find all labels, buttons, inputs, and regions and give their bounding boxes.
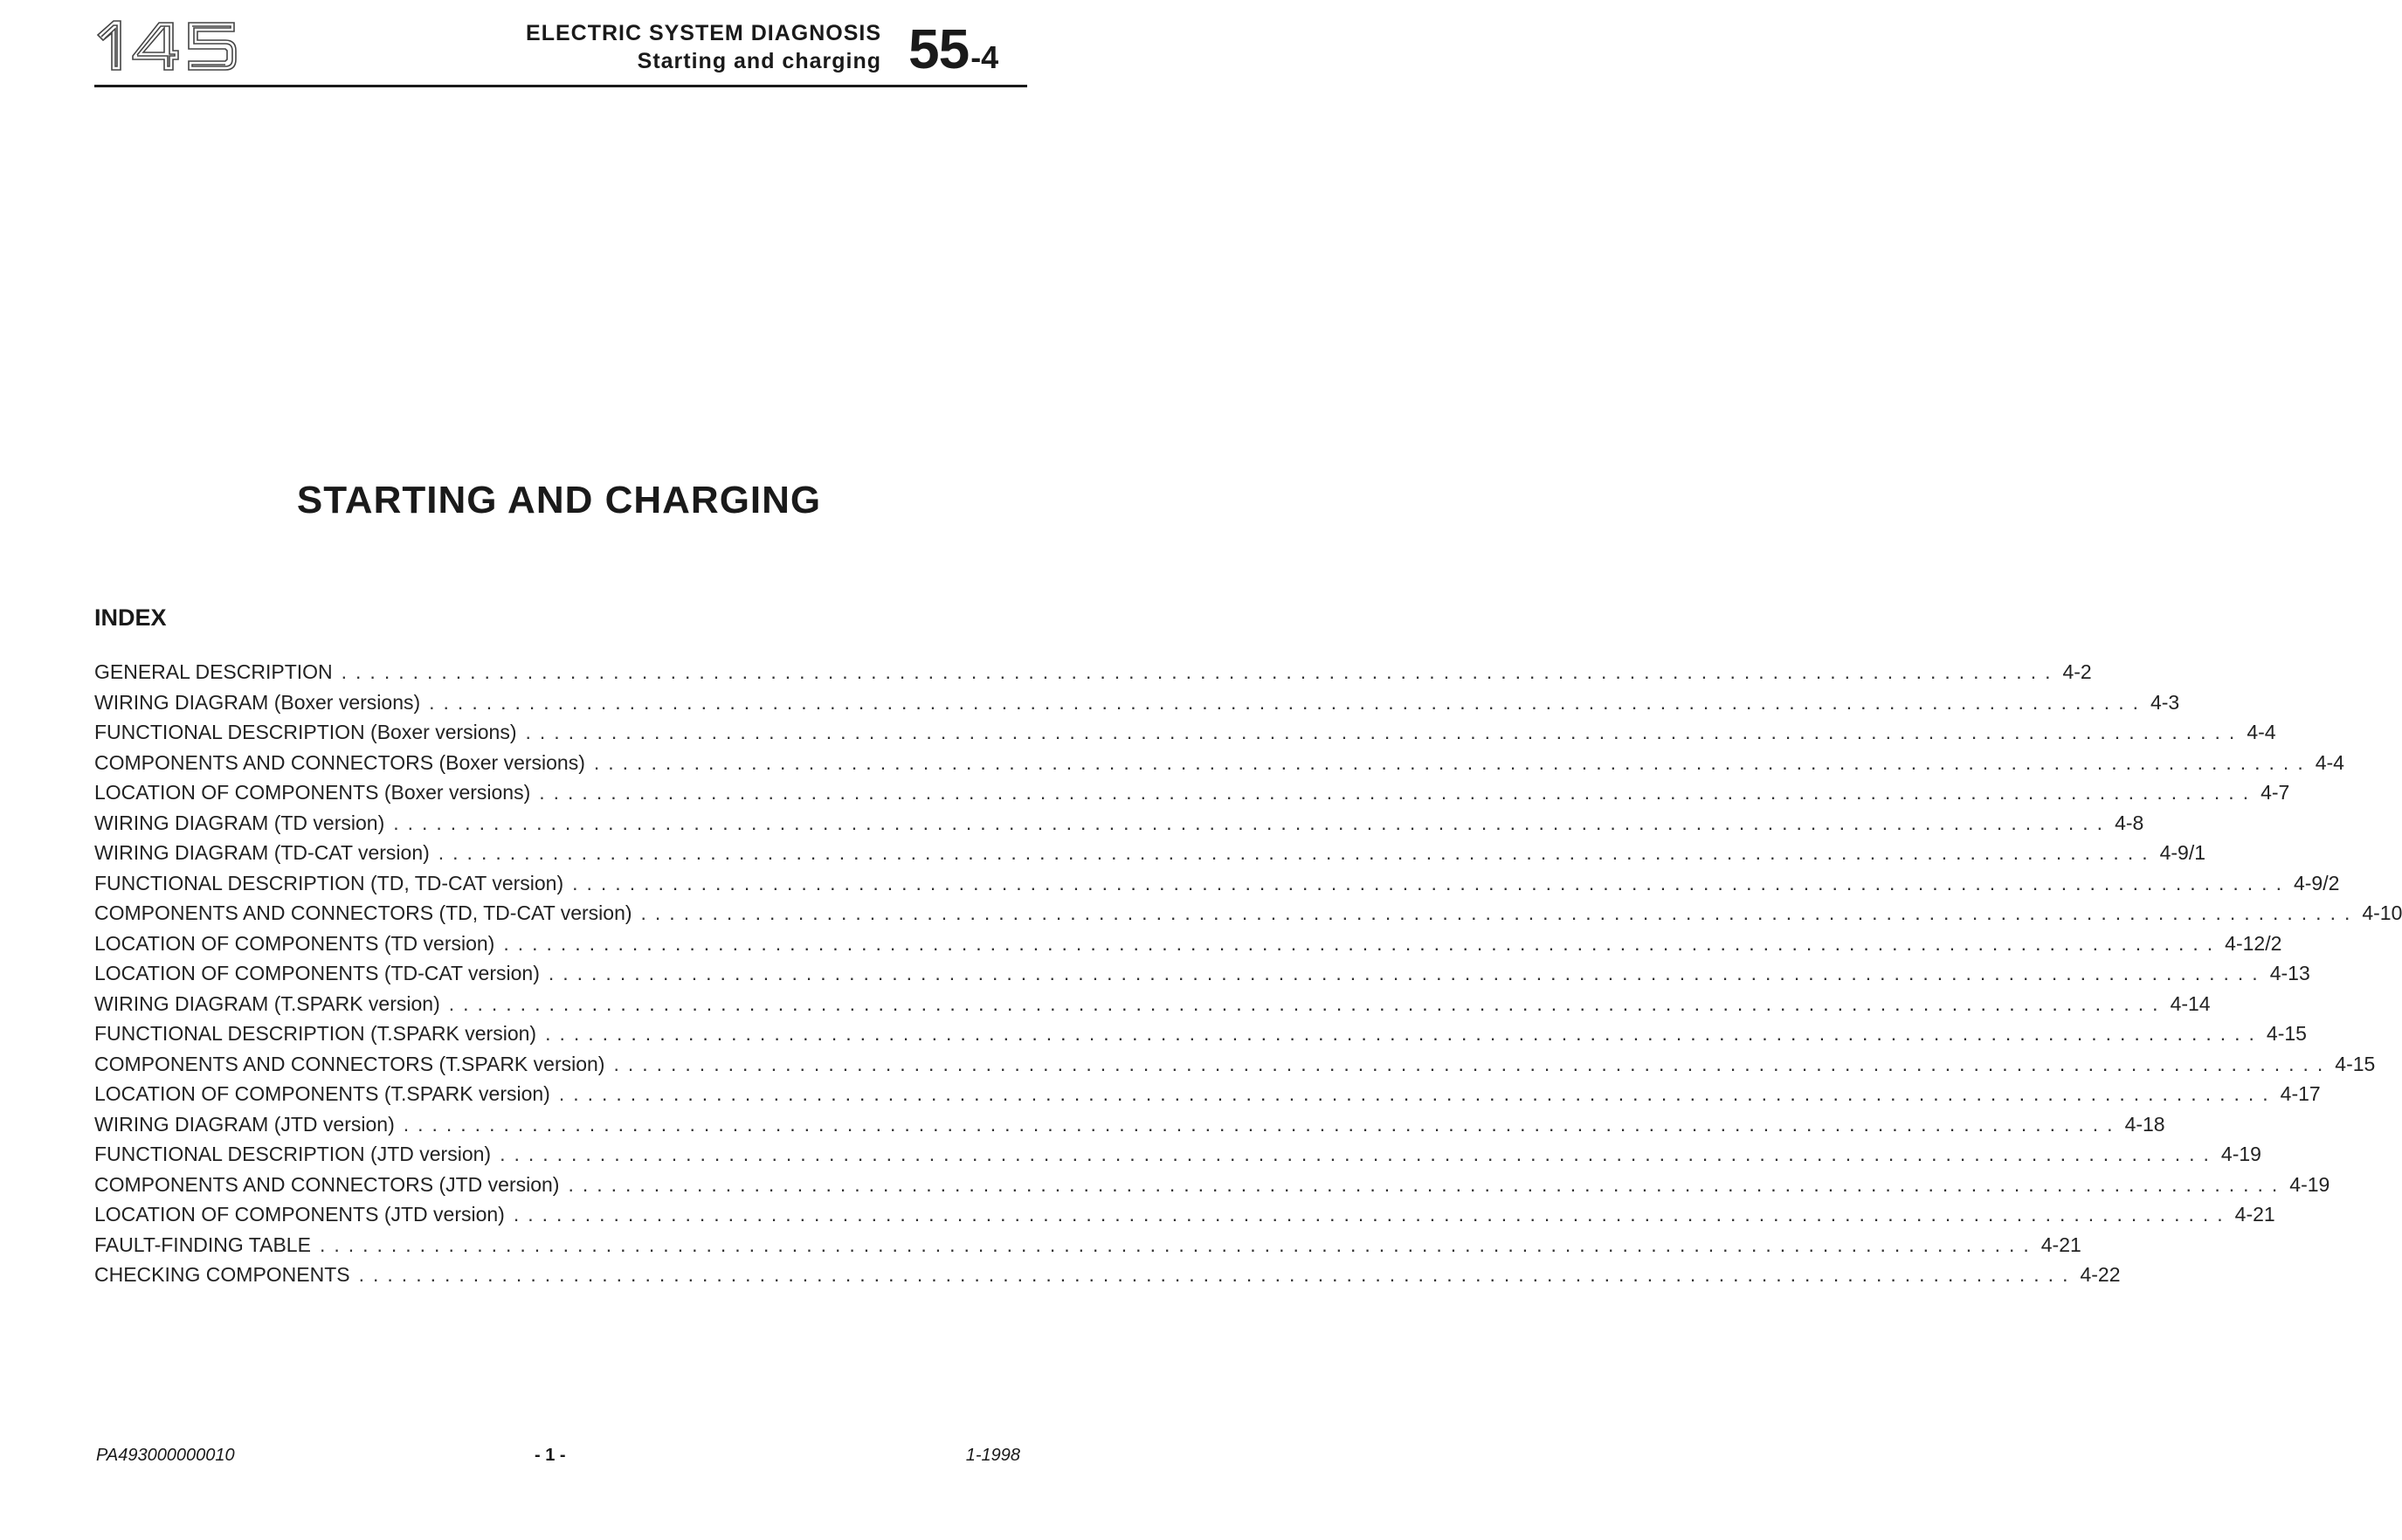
index-entry-label: FUNCTIONAL DESCRIPTION (JTD version)	[94, 1143, 492, 1165]
index-entry	[94, 1143, 2261, 1173]
dot-leader: ........................................................................................................................	[319, 1233, 2038, 1256]
page-number: - 1 -	[535, 1446, 566, 1465]
index-entry-page: 4-19	[2220, 1143, 2261, 1165]
index-entry-page: 4-14	[2170, 991, 2211, 1015]
index-entry-label: FUNCTIONAL DESCRIPTION (TD, TD-CAT version)	[94, 871, 564, 894]
revision-date: 1-1998	[965, 1446, 1020, 1465]
header-rule	[94, 85, 1027, 87]
dot-leader: ........................................................................................................................	[448, 991, 2167, 1015]
dot-leader: ........................................................................................................................	[539, 781, 2258, 804]
section-minor: -4	[970, 39, 999, 75]
dot-leader: ........................................................................................................................	[548, 962, 2267, 984]
index-entry-page: 4-17	[2280, 1082, 2321, 1105]
dot-leader: ........................................................................................................................	[545, 1022, 2263, 1045]
dot-leader: ........................................................................................................................	[403, 1112, 2122, 1136]
dot-leader: ........................................................................................................................	[568, 1172, 2287, 1196]
index-entry	[94, 1112, 2165, 1143]
index-entry-page: 4-15	[2335, 1052, 2376, 1075]
index-entry-page: 4-18	[2124, 1112, 2165, 1136]
dot-leader: ........................................................................................................................	[613, 1052, 2332, 1075]
index-entry-label: COMPONENTS AND CONNECTORS (Boxer versions)	[94, 750, 585, 774]
index-entry	[94, 811, 2144, 842]
index-entry-page: 4-13	[2269, 962, 2310, 984]
dot-leader: ........................................................................................................................	[341, 660, 2060, 683]
index-entry-label: LOCATION OF COMPONENTS (TD version)	[94, 931, 495, 955]
index-entry-label: WIRING DIAGRAM (Boxer versions)	[94, 690, 421, 714]
index-entry-page: 4-21	[2234, 1203, 2275, 1226]
index-entry	[94, 1233, 2081, 1264]
dot-leader: ........................................................................................................................	[500, 1143, 2218, 1165]
index-heading: INDEX	[94, 604, 167, 631]
index-entry-page: 4-4	[2247, 721, 2276, 743]
header-subcategory: Starting and charging	[637, 49, 881, 73]
index-entry-label: COMPONENTS AND CONNECTORS (T.SPARK version)	[94, 1052, 605, 1075]
dot-leader: ........................................................................................................................	[429, 690, 2147, 714]
index-entry	[94, 781, 2290, 811]
index-entry-label: GENERAL DESCRIPTION	[94, 660, 333, 683]
header-category: ELECTRIC SYSTEM DIAGNOSIS	[526, 21, 881, 45]
index-entry	[94, 841, 2206, 872]
dot-leader: ........................................................................................................................	[513, 1203, 2232, 1226]
header-titles	[526, 19, 881, 75]
index-entry-page: 4-4	[2315, 750, 2344, 774]
index-entry	[94, 660, 2092, 691]
dot-leader: ........................................................................................................................	[558, 1082, 2277, 1105]
index-entry	[94, 901, 2402, 932]
index-entry	[94, 1172, 2330, 1204]
index-entry-label: LOCATION OF COMPONENTS (Boxer versions)	[94, 781, 531, 804]
index-entry-label: CHECKING COMPONENTS	[94, 1263, 350, 1286]
index-entry-label: FUNCTIONAL DESCRIPTION (T.SPARK version)	[94, 1022, 537, 1045]
index-entry-label: COMPONENTS AND CONNECTORS (TD, TD-CAT version)	[94, 901, 632, 924]
dot-leader: ........................................................................................................................	[503, 931, 2222, 955]
index-entry-label: WIRING DIAGRAM (TD version)	[94, 811, 385, 834]
index-entry-page: 4-8	[2115, 811, 2144, 834]
index-entry-page: 4-9/1	[2159, 841, 2206, 864]
index-entry-page: 4-9/2	[2293, 871, 2340, 894]
index-entry-label: FUNCTIONAL DESCRIPTION (Boxer versions)	[94, 721, 517, 743]
index-entry-page: 4-10	[2362, 901, 2402, 924]
index-entry	[94, 1082, 2321, 1113]
index-entry	[94, 1022, 2307, 1053]
index-entry-page: 4-12/2	[2225, 931, 2282, 955]
dot-leader: ........................................................................................................................	[525, 721, 2244, 743]
index-entry-page: 4-22	[2080, 1263, 2121, 1286]
index-entry	[94, 991, 2211, 1023]
index-entry-label: FAULT-FINDING TABLE	[94, 1233, 311, 1256]
index-entry-label: COMPONENTS AND CONNECTORS (JTD version)	[94, 1172, 560, 1196]
dot-leader: ........................................................................................................................	[572, 871, 2290, 894]
index-entry	[94, 962, 2310, 992]
index-entry-page: 4-7	[2261, 781, 2290, 804]
index-entry-label: LOCATION OF COMPONENTS (TD-CAT version)	[94, 962, 540, 984]
index-entry	[94, 1263, 2121, 1294]
document-code: PA493000000010	[96, 1446, 235, 1465]
index-entry	[94, 871, 2340, 902]
dot-leader: ........................................................................................................................	[640, 901, 2359, 924]
index-entry	[94, 750, 2344, 782]
index-entry-page: 4-19	[2289, 1172, 2330, 1196]
index-entry-label: WIRING DIAGRAM (JTD version)	[94, 1112, 395, 1136]
section-number	[908, 17, 998, 80]
dot-leader: ........................................................................................................................	[393, 811, 2112, 834]
dot-leader: ........................................................................................................................	[438, 841, 2157, 864]
index-entry	[94, 1203, 2275, 1233]
index-list	[94, 660, 2402, 1294]
index-entry-label: LOCATION OF COMPONENTS (JTD version)	[94, 1203, 505, 1226]
index-entry-label: WIRING DIAGRAM (T.SPARK version)	[94, 991, 440, 1015]
section-major: 55	[908, 17, 970, 80]
model-145-logo	[94, 16, 260, 77]
index-entry-label: LOCATION OF COMPONENTS (T.SPARK version)	[94, 1082, 550, 1105]
page-title: STARTING AND CHARGING	[296, 479, 822, 521]
index-entry	[94, 721, 2276, 751]
index-entry	[94, 690, 2180, 722]
index-entry-label: WIRING DIAGRAM (TD-CAT version)	[94, 841, 430, 864]
dot-leader: ........................................................................................................................	[358, 1263, 2077, 1286]
index-entry	[94, 931, 2282, 963]
index-entry-page: 4-2	[2062, 660, 2092, 683]
dot-leader: ........................................................................................................................	[593, 750, 2312, 774]
index-entry-page: 4-21	[2040, 1233, 2081, 1256]
index-entry-page: 4-15	[2266, 1022, 2307, 1045]
index-entry-page: 4-3	[2150, 690, 2180, 714]
index-entry	[94, 1052, 2376, 1083]
